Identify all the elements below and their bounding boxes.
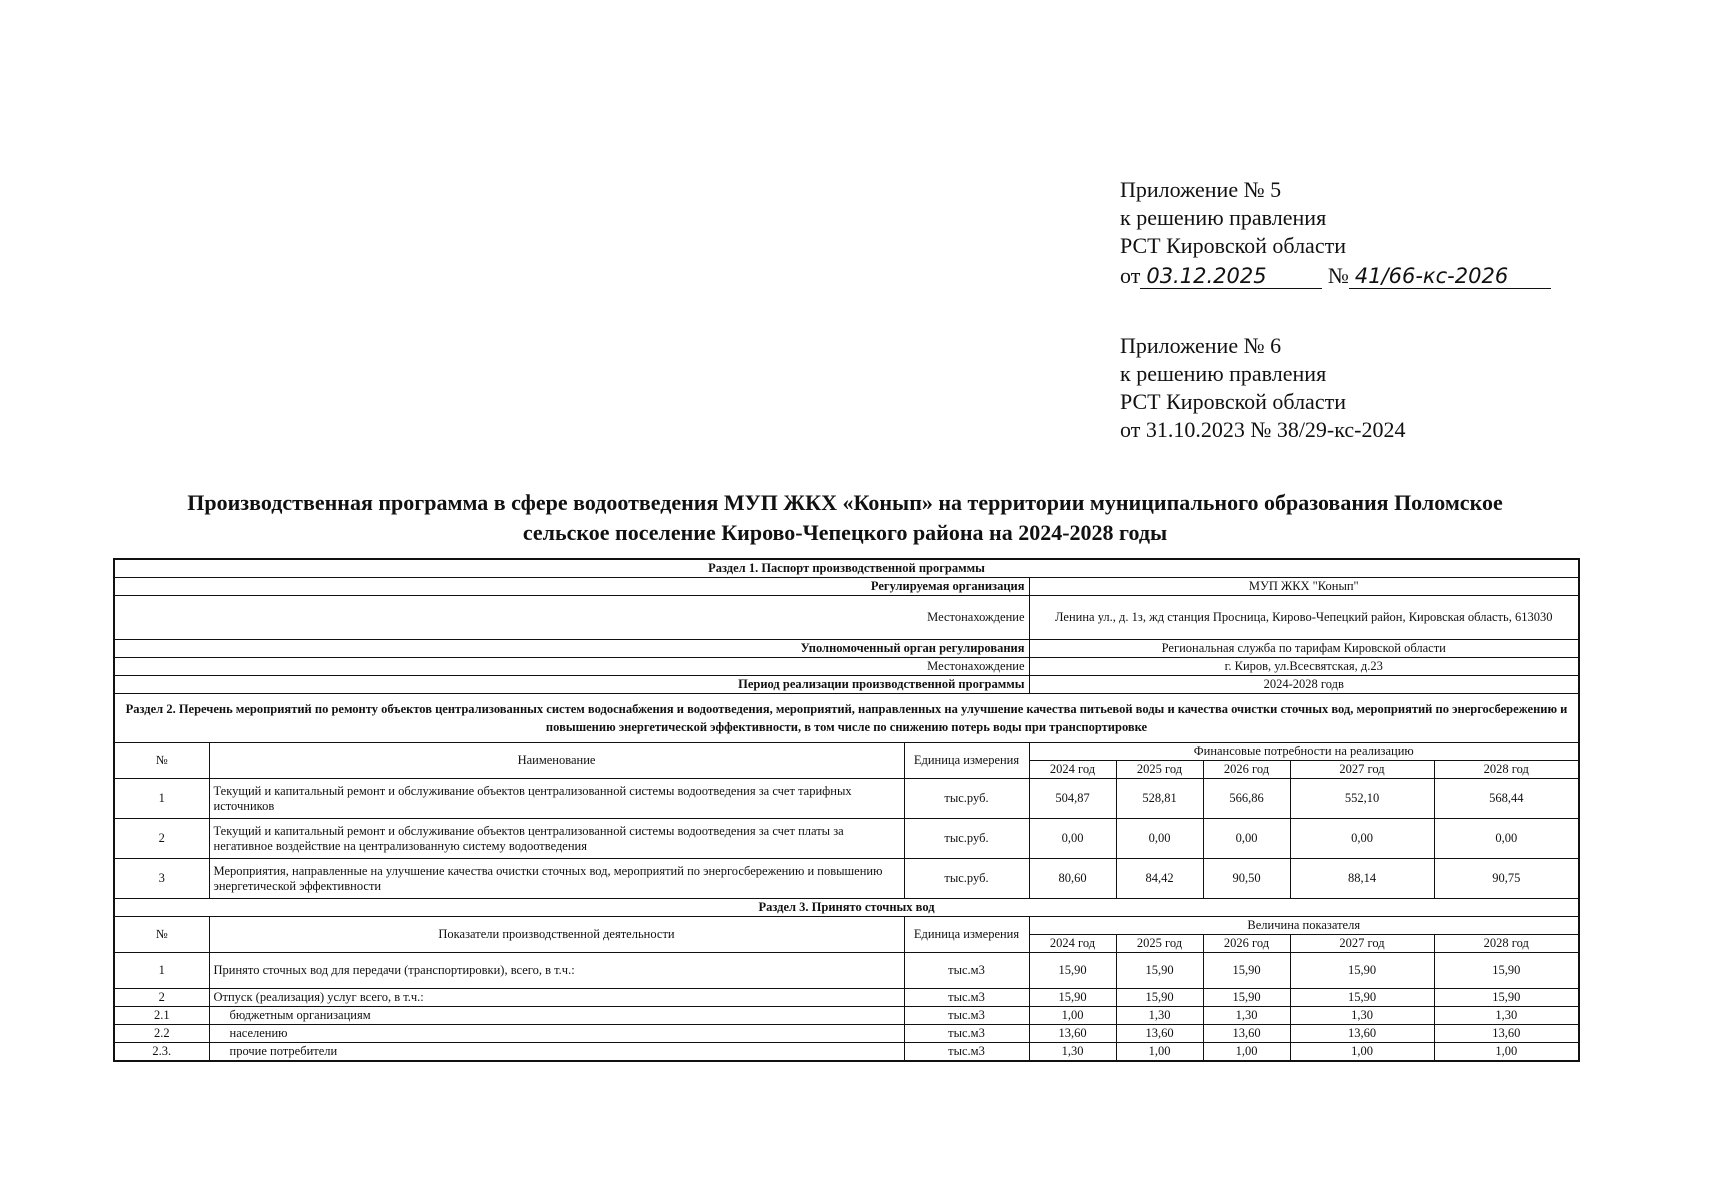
appendix-5-from: от: [1120, 263, 1141, 288]
appendix-5-line1: Приложение № 5: [1120, 177, 1282, 202]
row-unit: тыс.м3: [904, 953, 1029, 989]
row-unit: тыс.м3: [904, 1043, 1029, 1062]
row-value: 13,60: [1029, 1025, 1116, 1043]
section2-data-row: [114, 819, 1579, 859]
title-line2: сельское поселение Кирово-Чепецкого района на 2024-2028 годы: [522, 520, 1168, 545]
row-value: 15,90: [1029, 953, 1116, 989]
section1-label: Регулируемая организация: [114, 578, 1029, 596]
appendix-6-block: [1120, 332, 1680, 444]
section1-label: Местонахождение: [114, 596, 1029, 640]
row-unit: тыс.руб.: [904, 859, 1029, 899]
year-header: 2026 год: [1203, 761, 1290, 779]
row-value: 0,00: [1290, 819, 1434, 859]
section3-header: Раздел 3. Принято сточных вод: [114, 899, 1579, 917]
appendix-6-line2: к решению правления: [1120, 361, 1327, 386]
section2-header: Раздел 2. Перечень мероприятий по ремонту объектов централизованных систем водоснабжения и водоотведения, мероприятий, направленных на улучшение качества питьевой воды и качества очистки сточных вод, мероприятий по энергосбережению и повышению энергетической эффективности, в том числе по снижению потерь воды при транспортировке: [114, 694, 1579, 743]
section1-row: [114, 658, 1579, 676]
row-value: 13,60: [1116, 1025, 1203, 1043]
section1-row: [114, 676, 1579, 694]
row-value: 80,60: [1029, 859, 1116, 899]
year-header: 2027 год: [1290, 935, 1434, 953]
row-value: 552,10: [1290, 779, 1434, 819]
row-value: 90,50: [1203, 859, 1290, 899]
row-value: 1,30: [1290, 1007, 1434, 1025]
row-name: Отпуск (реализация) услуг всего, в т.ч.:: [209, 989, 904, 1007]
section1-label: Уполномоченный орган регулирования: [114, 640, 1029, 658]
row-name: Принято сточных вод для передачи (транспортировки), всего, в т.ч.:: [209, 953, 904, 989]
row-name: Мероприятия, направленные на улучшение качества очистки сточных вод, мероприятий по энергосбережению и повышению энергетической эффективности: [209, 859, 904, 899]
col-name-header: Наименование: [209, 743, 904, 779]
section1-value: 2024-2028 годв: [1029, 676, 1579, 694]
row-name: прочие потребители: [209, 1043, 904, 1062]
row-no: 1: [114, 953, 209, 989]
section1-label: Местонахождение: [114, 658, 1029, 676]
row-value: 1,00: [1203, 1043, 1290, 1062]
col-no-header: №: [114, 917, 209, 953]
appendix-5-block: [1120, 176, 1680, 290]
row-no: 2: [114, 989, 209, 1007]
row-value: 0,00: [1434, 819, 1579, 859]
appendix-5-line2: к решению правления: [1120, 205, 1327, 230]
row-value: 1,30: [1116, 1007, 1203, 1025]
row-value: 84,42: [1116, 859, 1203, 899]
section2-head-row: [114, 743, 1579, 761]
row-name: бюджетным организациям: [209, 1007, 904, 1025]
section1-value: г. Киров, ул.Всесвятская, д.23: [1029, 658, 1579, 676]
document-title: [100, 488, 1590, 548]
row-value: 1,00: [1116, 1043, 1203, 1062]
section3-data-row: [114, 1007, 1579, 1025]
row-value: 13,60: [1203, 1025, 1290, 1043]
row-unit: тыс.руб.: [904, 819, 1029, 859]
row-value: 1,30: [1434, 1007, 1579, 1025]
section1-value: МУП ЖКХ "Конып": [1029, 578, 1579, 596]
row-value: 0,00: [1029, 819, 1116, 859]
row-value: 15,90: [1029, 989, 1116, 1007]
row-unit: тыс.м3: [904, 989, 1029, 1007]
year-header: 2024 год: [1029, 935, 1116, 953]
appendix-5-no: №: [1327, 263, 1349, 288]
row-name: Текущий и капитальный ремонт и обслуживание объектов централизованной системы водоотведения за счет тарифных источников: [209, 779, 904, 819]
year-header: 2025 год: [1116, 935, 1203, 953]
year-header: 2026 год: [1203, 935, 1290, 953]
row-no: 3: [114, 859, 209, 899]
section2-header-row: [114, 694, 1579, 743]
row-value: 15,90: [1116, 989, 1203, 1007]
section1-row: [114, 640, 1579, 658]
section1-header-row: [114, 559, 1579, 578]
section1-value: Региональная служба по тарифам Кировской области: [1029, 640, 1579, 658]
row-value: 90,75: [1434, 859, 1579, 899]
row-value: 88,14: [1290, 859, 1434, 899]
row-value: 1,30: [1203, 1007, 1290, 1025]
section3-head-row: [114, 917, 1579, 935]
row-unit: тыс.руб.: [904, 779, 1029, 819]
row-value: 1,30: [1029, 1043, 1116, 1062]
appendix-5-line4: [1120, 262, 1680, 290]
row-value: 15,90: [1203, 953, 1290, 989]
section3-data-row: [114, 989, 1579, 1007]
row-value: 504,87: [1029, 779, 1116, 819]
section2-data-row: [114, 859, 1579, 899]
row-unit: тыс.м3: [904, 1007, 1029, 1025]
section1-value: Ленина ул., д. 1з, жд станция Просница, Кирово-Чепецкий район, Кировская область, 613030: [1029, 596, 1579, 640]
title-line1: Производственная программа в сфере водоотведения МУП ЖКХ «Конып» на территории муниципального образования Поломское: [187, 490, 1503, 515]
section3-data-row: [114, 1025, 1579, 1043]
row-no: 2: [114, 819, 209, 859]
col-unit-header: Единица измерения: [904, 917, 1029, 953]
section1-row: [114, 596, 1579, 640]
row-value: 15,90: [1116, 953, 1203, 989]
col-group-header: Финансовые потребности на реализацию: [1029, 743, 1579, 761]
section2-data-row: [114, 779, 1579, 819]
row-value: 13,60: [1434, 1025, 1579, 1043]
row-name: Текущий и капитальный ремонт и обслуживание объектов централизованной системы водоотведения за счет платы за негативное воздействие на централизованную систему водоотведения: [209, 819, 904, 859]
row-no: 2.3.: [114, 1043, 209, 1062]
row-value: 0,00: [1116, 819, 1203, 859]
section1-row: [114, 578, 1579, 596]
appendix-5-line3: РСТ Кировской области: [1120, 233, 1346, 258]
row-value: 15,90: [1203, 989, 1290, 1007]
year-header: 2027 год: [1290, 761, 1434, 779]
appendix-6-line1: Приложение № 6: [1120, 333, 1282, 358]
row-value: 1,00: [1434, 1043, 1579, 1062]
row-value: 0,00: [1203, 819, 1290, 859]
col-group-header: Величина показателя: [1029, 917, 1579, 935]
row-value: 1,00: [1029, 1007, 1116, 1025]
section3-data-row: [114, 953, 1579, 989]
row-value: 15,90: [1434, 989, 1579, 1007]
row-no: 2.1: [114, 1007, 209, 1025]
section3-data-row: [114, 1043, 1579, 1062]
row-unit: тыс.м3: [904, 1025, 1029, 1043]
col-no-header: №: [114, 743, 209, 779]
row-name: населению: [209, 1025, 904, 1043]
row-value: 15,90: [1434, 953, 1579, 989]
appendix-6-line3: РСТ Кировской области: [1120, 389, 1346, 414]
section3-header-row: [114, 899, 1579, 917]
row-value: 15,90: [1290, 989, 1434, 1007]
row-no: 2.2: [114, 1025, 209, 1043]
row-value: 13,60: [1290, 1025, 1434, 1043]
year-header: 2024 год: [1029, 761, 1116, 779]
year-header: 2028 год: [1434, 761, 1579, 779]
col-name-header: Показатели производственной деятельности: [209, 917, 904, 953]
section1-label: Период реализации производственной программы: [114, 676, 1029, 694]
row-value: 566,86: [1203, 779, 1290, 819]
row-value: 568,44: [1434, 779, 1579, 819]
year-header: 2025 год: [1116, 761, 1203, 779]
row-value: 528,81: [1116, 779, 1203, 819]
program-table: [113, 558, 1580, 1062]
handwritten-number: 41/66-кс-2026: [1349, 264, 1551, 289]
col-unit-header: Единица измерения: [904, 743, 1029, 779]
appendix-6-line4: от 31.10.2023 № 38/29-кс-2024: [1120, 417, 1406, 442]
row-value: 1,00: [1290, 1043, 1434, 1062]
row-no: 1: [114, 779, 209, 819]
year-header: 2028 год: [1434, 935, 1579, 953]
handwritten-date: 03.12.2025: [1140, 264, 1322, 289]
row-value: 15,90: [1290, 953, 1434, 989]
section1-header: Раздел 1. Паспорт производственной программы: [114, 559, 1579, 578]
